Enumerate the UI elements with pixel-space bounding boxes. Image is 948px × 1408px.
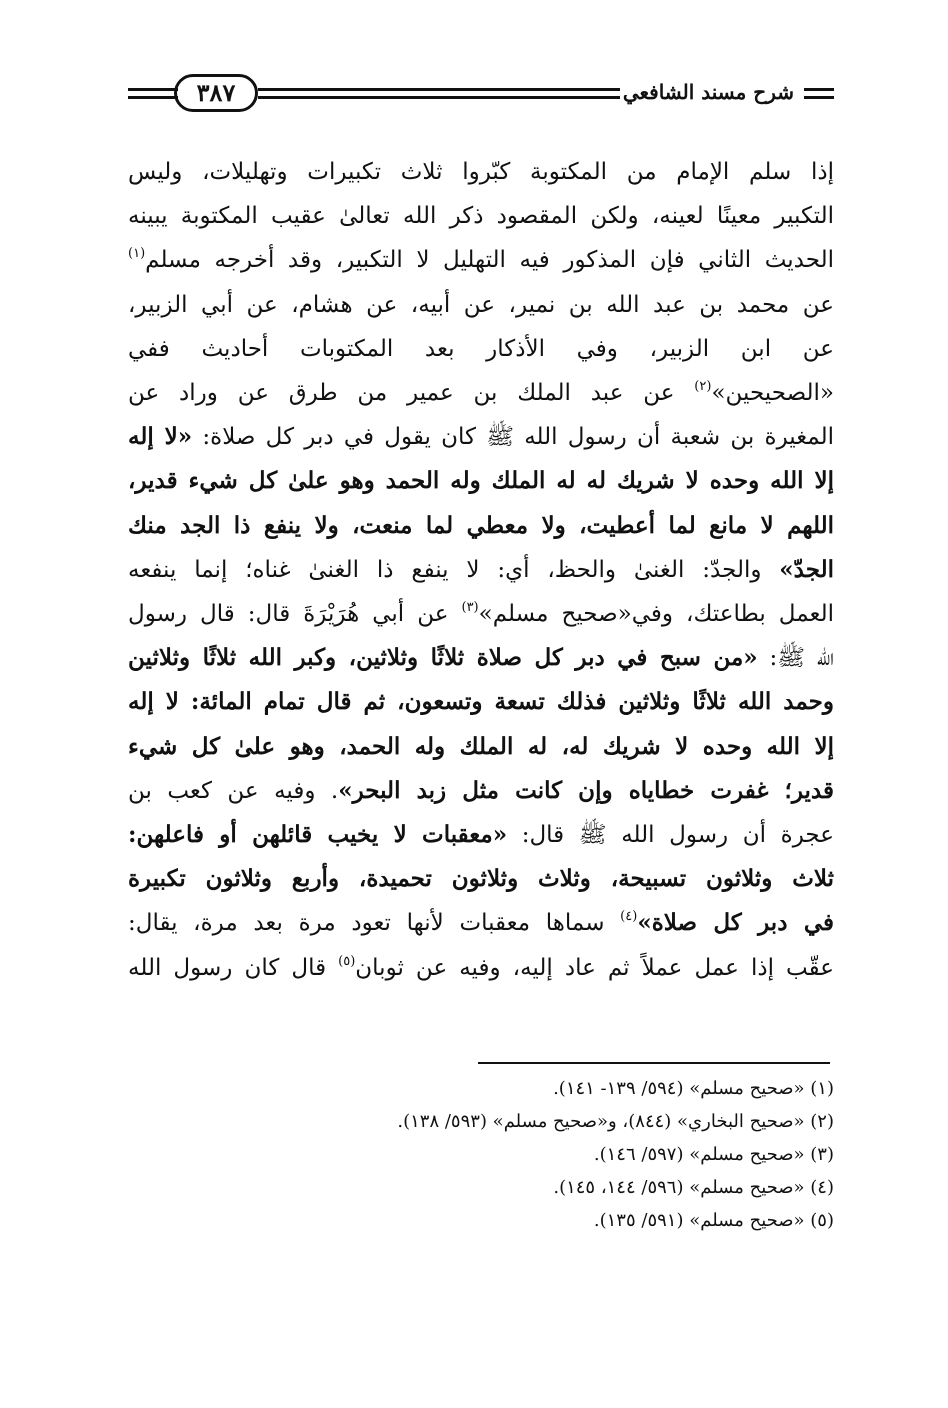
main-text — [128, 150, 834, 990]
hadith-text: «من سبح في دبر كل صلاة ثلاثًا وثلاثين، وكبر الله ثلاثًا وثلاثين — [128, 644, 758, 672]
footnote-separator — [478, 1062, 830, 1064]
footnote-ref: (٤) — [620, 909, 638, 925]
text-line — [128, 636, 834, 680]
hadith-text: في دبر كل صلاة» — [637, 909, 834, 937]
footnote: (٥) «صحيح مسلم» (٥٩١/ ١٣٥). — [593, 1210, 834, 1231]
text-run: والجدّ: الغنىٰ والحظ، أي: لا ينفع ذا الغنىٰ غناه؛ إنما ينفعه — [128, 556, 780, 583]
hadith-text: الجدّ» — [779, 555, 834, 583]
text-line — [128, 946, 834, 990]
footnote-ref: (١) — [128, 246, 146, 262]
book-title: شرح مسند الشافعي — [622, 80, 794, 104]
text-line — [128, 813, 834, 857]
text-run: عقّب إذا عمل عملاً ثم عاد إليه، وفيه عن ثوبان — [355, 954, 834, 981]
hadith-text: «معقبات لا يخيب قائلهن أو فاعلهن: — [128, 821, 508, 849]
header-rule-right — [804, 88, 834, 104]
running-header — [128, 72, 834, 120]
footnote: (١) «صحيح مسلم» (٥٩٤/ ١٣٩- ١٤١). — [553, 1078, 834, 1099]
hadith-line: اللهم لا مانع لما أعطيت، ولا معطي لما منعت، ولا ينفع ذا الجد منك — [128, 511, 834, 539]
hadith-line: إلا الله وحده لا شريك له له الملك وله الحمد وهو علىٰ كل شيء قدير، — [128, 467, 834, 495]
text-line — [128, 769, 834, 813]
text-run: عن عبد الملك بن عمير من طرق عن وراد عن — [128, 380, 695, 407]
text-run: قال كان رسول الله — [128, 954, 339, 981]
footnote-ref: (٢) — [694, 379, 712, 395]
text-run: عجرة أن رسول الله ﷺ قال: — [507, 822, 834, 849]
footnote-ref: (٣) — [461, 600, 479, 616]
footnotes — [128, 1072, 834, 1237]
text-run: الله ﷺ: — [757, 645, 835, 672]
text-run: العمل بطاعتك، وفي«صحيح مسلم» — [478, 601, 835, 628]
header-rule-left — [128, 88, 178, 104]
text-line — [128, 592, 834, 636]
text-run: سماها معقبات لأنها تعود مرة بعد مرة، يقال: — [128, 910, 621, 937]
hadith-line: ثلاث وثلاثون تسبيحة، وثلاث وثلاثون تحميدة، وأربع وثلاثون تكبيرة — [128, 865, 834, 893]
hadith-text: «لا إله — [128, 423, 193, 451]
text-line — [128, 371, 834, 415]
hadith-line: إلا الله وحده لا شريك له، له الملك وله الحمد، وهو علىٰ كل شيء — [128, 732, 834, 760]
text-run: «الصحيحين» — [711, 380, 835, 407]
hadith-line: وحمد الله ثلاثًا وثلاثين فذلك تسعة وتسعون، ثم قال تمام المائة: لا إله — [128, 688, 834, 716]
text-run: عن أبي هُرَيْرَةَ قال: قال رسول — [128, 601, 462, 628]
text-run: المغيرة بن شعبة أن رسول الله ﷺ كان يقول في دبر كل صلاة: — [192, 424, 834, 451]
hadith-text: قدير؛ غفرت خطاياه وإن كانت مثل زبد البحر» — [338, 776, 834, 804]
text-line — [128, 901, 834, 945]
text-line: إذا سلم الإمام من المكتوبة كبّروا ثلاث تكبيرات وتهليلات، وليس — [128, 159, 834, 185]
footnote-ref: (٥) — [338, 953, 356, 969]
text-line — [128, 238, 834, 282]
text-line — [128, 415, 834, 459]
text-line: عن محمد بن عبد الله بن نمير، عن أبيه، عن هشام، عن أبي الزبير، — [128, 291, 834, 318]
header-rule — [258, 88, 620, 104]
text-run: . وفيه عن كعب بن — [128, 777, 339, 804]
text-line: عن ابن الزبير، وفي الأذكار بعد المكتوبات أحاديث ففي — [128, 335, 834, 362]
footnote: (٢) «صحيح البخاري» (٨٤٤)، و«صحيح مسلم» (٥٩٣/ ١٣٨). — [397, 1111, 834, 1132]
text-line: التكبير معينًا لعينه، ولكن المقصود ذكر الله تعالىٰ عقيب المكتوبة يبينه — [128, 203, 834, 230]
footnote: (٤) «صحيح مسلم» (٥٩٦/ ١٤٤، ١٤٥). — [553, 1177, 834, 1198]
text-run: الحديث الثاني فإن المذكور فيه التهليل لا التكبير، وقد أخرجه مسلم — [145, 247, 834, 274]
text-line — [128, 548, 834, 592]
footnote: (٣) «صحيح مسلم» (٥٩٧/ ١٤٦). — [593, 1144, 834, 1165]
page-number: ٣٨٧ — [174, 74, 258, 112]
